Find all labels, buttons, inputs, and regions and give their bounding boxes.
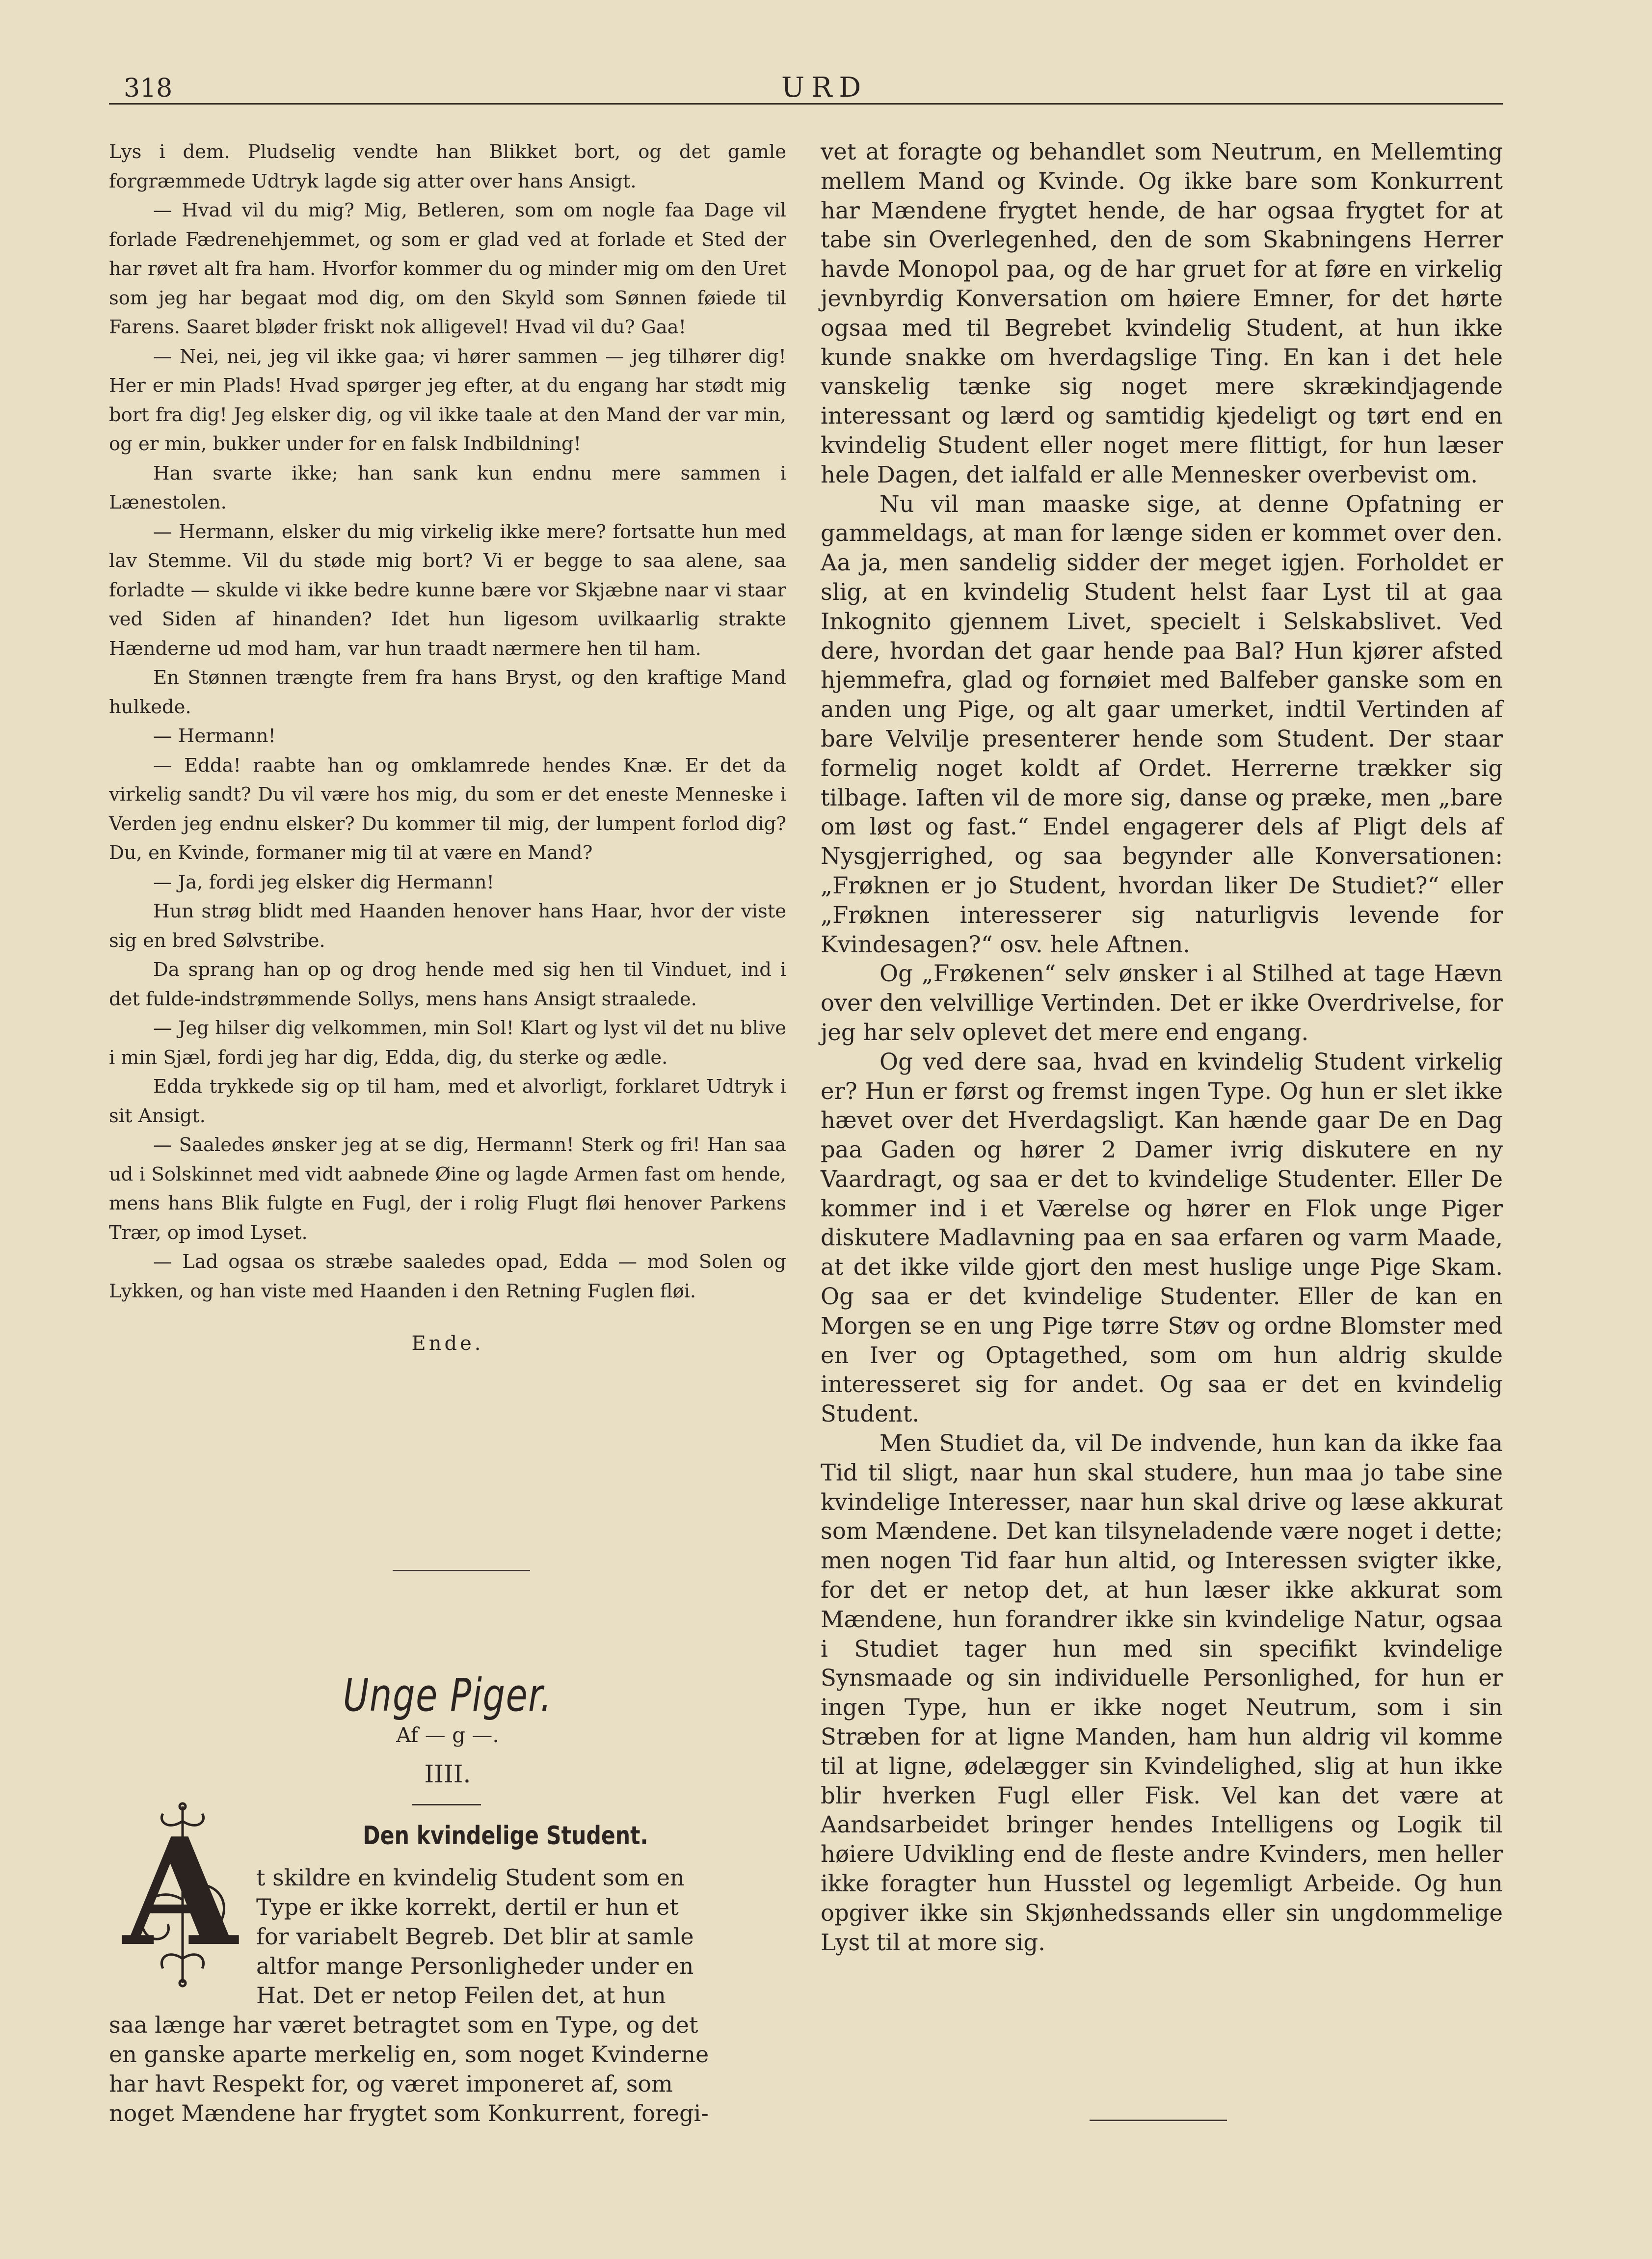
text-line: noget Mændene har frygtet som Konkurrent, foregi- — [109, 2100, 709, 2126]
paragraph: Og ved dere saa, hvad en kvindelig Student virkelig er? Hun er først og fremst ingen Type. Og hun er slet ikke hævet over det Hverdagsligt. Kan hænde gaar De en Dag paa Gaden og hører 2 Damer ivrig diskutere en ny Vaardragt, og saa er det to kvindelige Studenter. Eller De kommer ind i et Værelse og hører en Flok unge Piger diskutere Madlavning paa en saa erfaren og varm Maade, at det ikke vilde gjort den mest huslige unge Pige Skam. Og saa er det kvindelige Studenter. Eller de kan en Morgen se en ung Pige tørre Støv og ordne Blomster med en Iver og Optagethed, som om hun aldrig skulde interesseret sig for andet. Og saa er det en kvindelig Student. — [821, 1048, 1503, 1427]
paragraph: — Hvad vil du mig? Mig, Betleren, som om nogle faa Dage vil forlade Fædrenehjemmet, og som er glad ved at forlade et Sted der har røvet alt fra ham. Hvorfor kommer du og minder mig om den Uret som jeg har begaat mod dig, om den Skyld som Sønnen føiede til Farens. Saaret bløder friskt nok alligevel! Hvad vil du? Gaa! — [109, 199, 786, 338]
header-rule — [109, 103, 1503, 105]
paragraph: Da sprang han op og drog hende med sig hen til Vinduet, ind i det fulde-indstrømmende Sollys, mens hans Ansigt straalede. — [109, 959, 786, 1010]
paragraph: Og „Frøkenen“ selv ønsker i al Stilhed at tage Hævn over den velvillige Vertinden. Det er ikke Overdrivelse, for jeg har selv oplevet det mere end engang. — [821, 960, 1503, 1046]
paragraph: — Saaledes ønsker jeg at se dig, Hermann! Sterk og fri! Han saa ud i Solskinnet med vidt aabnede Øine og lagde Armen fast om hende, mens hans Blik fulgte en Fugl, der i rolig Flugt fløi henover Parkens Trær, op imod Lyset. — [109, 1134, 786, 1244]
article-part: IIII. — [424, 1760, 471, 1788]
story-ending-column — [109, 137, 786, 1359]
story-end-label: Ende. — [411, 1332, 484, 1355]
page-header — [109, 69, 1503, 108]
article-title: Unge Piger. — [343, 1669, 553, 1721]
text-line: har havt Respekt for, og været imponeret af, som — [109, 2071, 673, 2097]
paragraph: — Hermann, elsker du mig virkelig ikke mere? fortsatte hun med lav Stemme. Vil du støde mig bort? Vi er begge to saa alene, saa forladte — skulde vi ikke bedre kunne bære vor Skjæbne naar vi staar ved Siden af hinanden? Idet hun ligesom uvilkaarlig strakte Hænderne ud mod ham, var hun traadt nærmere hen til ham. — [109, 520, 786, 660]
paragraph: Men Studiet da, vil De indvende, hun kan da ikke faa Tid til sligt, naar hun skal studere, hun maa jo tabe sine kvindelige Interesser, naar hun skal drive og læse akkurat som Mændene. Det kan tilsyneladende være noget i dette; men nogen Tid faar hun altid, og Interessen svigter ikke, for det er netop det, at hun læser ikke akkurat som Mændene, hun forandrer ikke sin kvindelige Natur, ogsaa i Studiet tager hun med sin specifikt kvindelige Synsmaade og sin individuelle Personlighed, for hun er ingen Type, hun er ikke noget Neutrum, som i sin Stræben for at ligne Manden, ham hun aldrig vil komme til at ligne, ødelægger sin Kvindelighed, slig at hun ikke blir hverken Fugl eller Fisk. Vel kan det være at Aandsarbeidet bringer hendes Intelligens og Logik til høiere Udvikling end de fleste andre Kvinders, men heller ikke foragter hun Husstel og legemligt Arbeide. Og hun opgiver ikke sin Skjønhedssands eller sin ungdommelige Lyst til at more sig. — [821, 1430, 1503, 1956]
end-divider — [1090, 2120, 1227, 2121]
paragraph: — Hermann! — [153, 725, 276, 747]
text-line: Type er ikke korrekt, dertil er hun et — [256, 1894, 679, 1920]
article-left-column — [109, 1863, 786, 2128]
paragraph: — Ja, fordi jeg elsker dig Hermann! — [153, 871, 494, 893]
paragraph: — Lad ogsaa os stræbe saaledes opad, Edda — mod Solen og Lykken, og han viste med Haanden i den Retning Fuglen fløi. — [109, 1251, 786, 1302]
text-line: t skildre en kvindelig Student som en — [256, 1864, 685, 1891]
paragraph: vet at foragte og behandlet som Neutrum, en Mellemting mellem Mand og Kvinde. Og ikke bare som Konkurrent har Mændene frygtet hende, de har ogsaa frygtet for at tabe sin Overlegenhed, den de som Skabningens Herrer havde Monopol paa, og de har gruet for at føre en virkelig jevnbyrdig Konversation om høiere Emner, for det hørte ogsaa med til Begrebet kvindelig Student, at hun ikke kunde snakke om hverdagslige Ting. En kan i det hele vanskelig tænke sig noget mere skrækindjagende interessant og lærd og samtidig kjedeligt og tørt end en kvindelig Student eller noget mere flittigt, for hun læser hele Dagen, det ialfald er alle Mennesker overbevist om. — [821, 138, 1503, 488]
paragraph: Lys i dem. Pludselig vendte han Blikket bort, og det gamle forgræmmede Udtryk lagde sig atter over hans Ansigt. — [109, 141, 786, 192]
text-line: altfor mange Personligheder under en — [256, 1953, 694, 1979]
paragraph: — Nei, nei, jeg vil ikke gaa; vi hører sammen — jeg tilhører dig! Her er min Plads! Hvad spørger jeg efter, at du engang har stødt mig bort fra dig! Jeg elsker dig, og vil ikke taale at den Mand der var min, og er min, bukker under for en falsk Indbildning! — [109, 345, 786, 455]
page-number: 318 — [124, 74, 173, 103]
title-divider — [412, 1804, 481, 1805]
article-right-column — [821, 137, 1503, 1957]
paragraph: En Stønnen trængte frem fra hans Bryst, og den kraftige Mand hulkede. — [109, 667, 786, 718]
text-line: saa længe har været betragtet som en Type, og det — [109, 2012, 698, 2038]
section-divider — [393, 1570, 530, 1571]
text-line: Hat. Det er netop Feilen det, at hun — [256, 1982, 666, 2009]
paragraph: Edda trykkede sig op til ham, med et alvorligt, forklaret Udtryk i sit Ansigt. — [109, 1076, 786, 1127]
article-author: Af — g —. — [396, 1723, 499, 1747]
paragraph: Nu vil man maaske sige, at denne Opfatning er gammeldags, at man for længe siden er kommet over den. Aa ja, men sandelig sidder der meget igjen. Forholdet er slig, at en kvindelig Student helst faar Lyst til at gaa Inkognito gjennem Livet, specielt i Selskabslivet. Ved dere, hvordan det gaar hende paa Bal? Hun kjører afsted hjemmefra, glad og fornøiet med Balfeber ganske som en anden ung Pige, og alt gaar umerket, indtil Vertinden af bare Velvilje presenterer hende som Student. Der staar formelig noget koldt af Ordet. Herrerne trækker sig tilbage. Iaften vil de more sig, danse og præke, men „bare om løst og fast.“ Endel engagerer dels af Pligt dels af Nysgjerrighed, og saa begynder alle Konversationen: „Frøknen er jo Student, hvordan liker De Studiet?“ eller „Frøknen interesserer sig naturligvis levende for Kvindesagen?“ osv. hele Aftnen. — [821, 490, 1503, 958]
dropcap-letter: A — [123, 1805, 238, 1979]
paragraph: — Edda! raabte han og omklamrede hendes Knæ. Er det da virkelig sandt? Du vil være hos mig, du som er det eneste Menneske i Verden jeg endnu elsker? Du kommer til mig, der lumpent forlod dig? Du, en Kvinde, formaner mig til at være en Mand? — [109, 754, 786, 864]
journal-title: URD — [781, 72, 868, 104]
text-line: en ganske aparte merkelig en, som noget Kvinderne — [109, 2041, 709, 2068]
paragraph: Hun strøg blidt med Haanden henover hans Haar, hvor der viste sig en bred Sølvstribe. — [109, 900, 786, 952]
section-heading: Den kvindelige Student. — [363, 1821, 648, 1851]
paragraph: Han svarte ikke; han sank kun endnu mere sammen i Lænestolen. — [109, 462, 786, 513]
paragraph: — Jeg hilser dig velkommen, min Sol! Klart og lyst vil det nu blive i min Sjæl, fordi jeg har dig, Edda, dig, du sterke og ædle. — [109, 1017, 786, 1069]
text-line: for variabelt Begreb. Det blir at samle — [256, 1923, 694, 1950]
